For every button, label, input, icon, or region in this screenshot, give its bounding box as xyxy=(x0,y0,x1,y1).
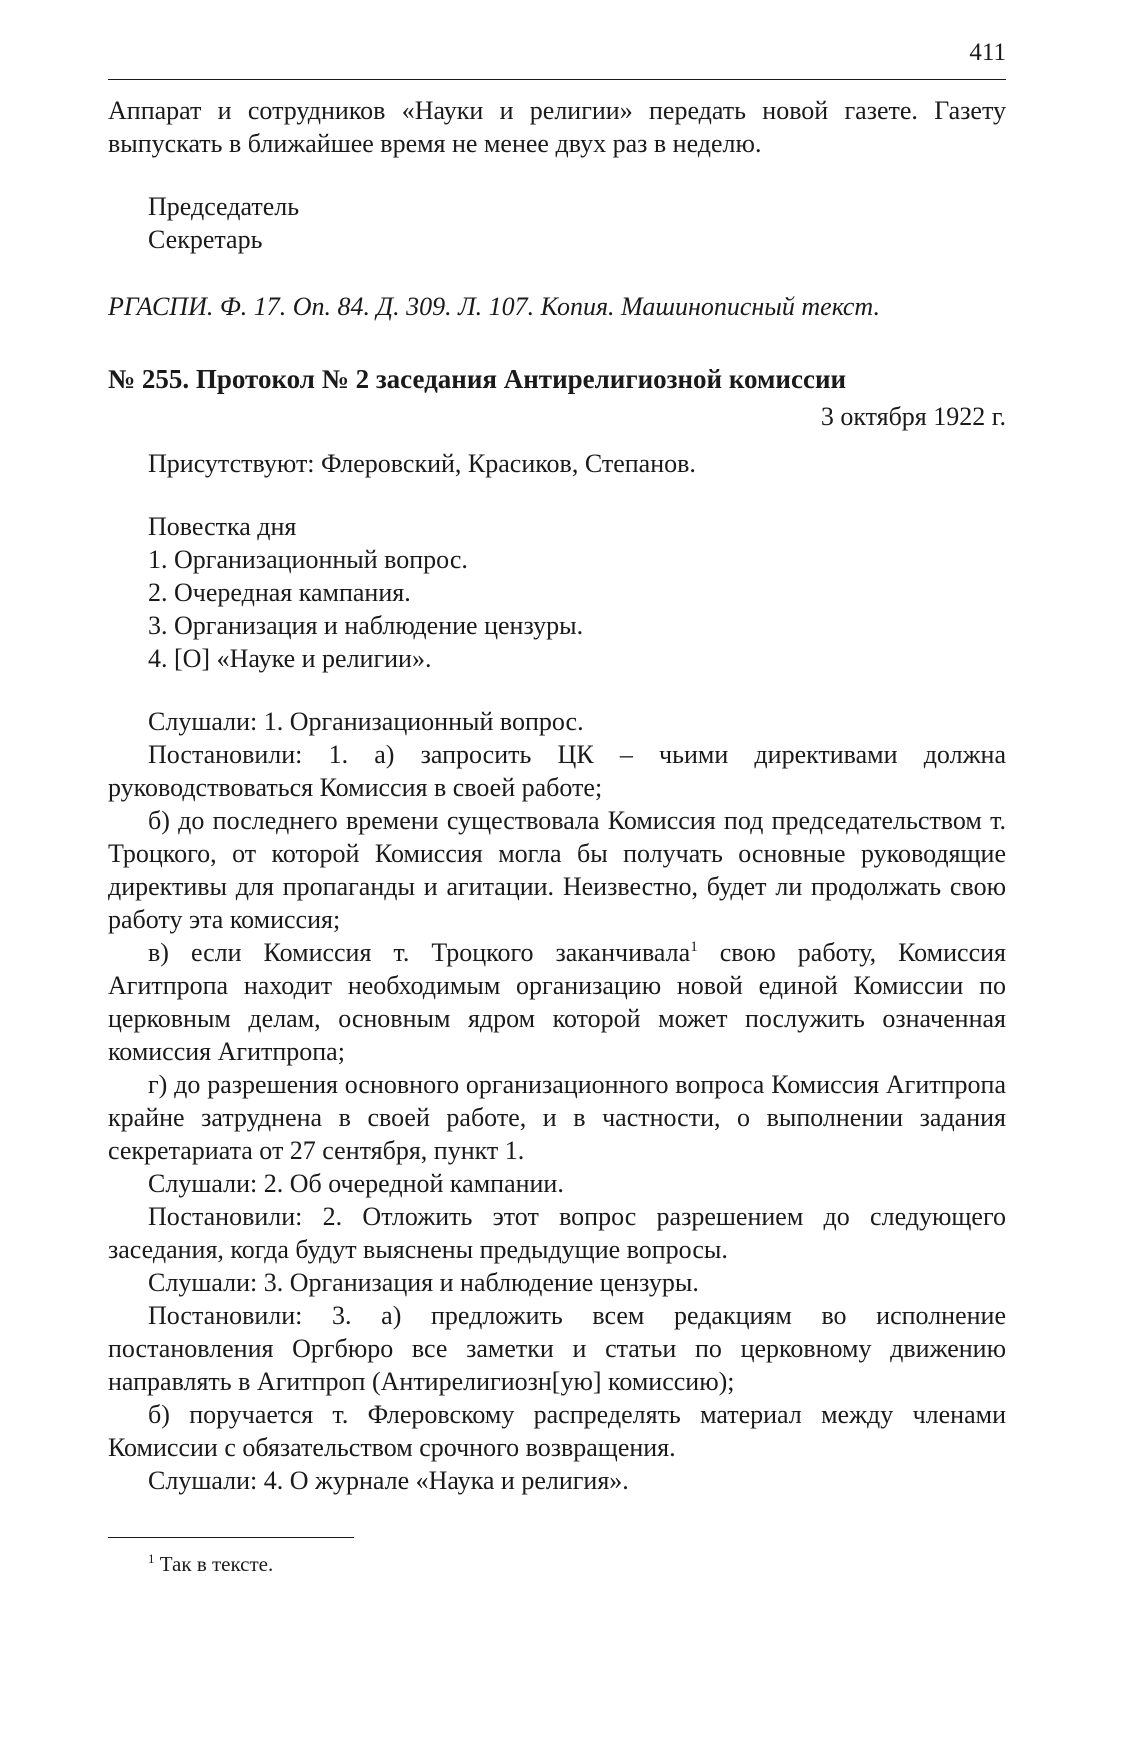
resolved-1g: г) до разрешения основного организационного вопроса Комиссия Агитпропа крайне затруднена в своей работе, и в частности, о выполнении задания секретариата от 27 сентября, пункт 1. xyxy=(108,1070,1006,1165)
page-number: 411 xyxy=(108,40,1006,80)
archive-reference: РГАСПИ. Ф. 17. Оп. 84. Д. 309. Л. 107. Копия. Машинописный текст. xyxy=(108,292,881,321)
resolved-1v-start: в) если Комиссия т. Троцкого заканчивала xyxy=(148,938,691,967)
document-date: 3 октября 1922 г. xyxy=(820,402,1006,431)
resolved-3a: Постановили: 3. а) предложить всем редакциям во исполнение постановления Оргбюро все заметки и статьи по церковному движению направлять в Агитпроп (Антирелигиозн[ую] комиссию); xyxy=(108,1301,1006,1396)
document-title: № 255. Протокол № 2 заседания Антирелигиозной комиссии xyxy=(108,364,847,394)
document-page xyxy=(108,40,1006,1578)
resolved-3b: б) поручается т. Флеровскому распределять материал между членами Комиссии с обязательством срочного возвращения. xyxy=(108,1400,1006,1462)
heard-1: Слушали: 1. Организационный вопрос. xyxy=(148,707,584,736)
agenda-item: 4. [О] «Науке и религии». xyxy=(148,644,432,673)
resolved-1a: Постановили: 1. а) запросить ЦК – чьими директивами должна руководствоваться Комиссия в своей работе; xyxy=(108,740,1006,802)
resolved-1v xyxy=(108,936,1006,1068)
heard-4: Слушали: 4. О журнале «Наука и религия». xyxy=(148,1466,629,1495)
resolved-1v-end: свою работу, Комиссия Агитпропа находит необходимым организацию новой единой Комиссии по церковным делам, основным ядром которой может послужить означенная комиссия Агитпропа; xyxy=(108,938,1006,1066)
agenda-heading: Повестка дня xyxy=(148,512,297,541)
heard-3: Слушали: 3. Организация и наблюдение цензуры. xyxy=(148,1268,699,1297)
signature-chairman: Председатель xyxy=(148,192,300,221)
resolved-2: Постановили: 2. Отложить этот вопрос разрешением до следующего заседания, когда будут выяснены предыдущие вопросы. xyxy=(108,1202,1006,1264)
agenda-item: 3. Организация и наблюдение цензуры. xyxy=(148,611,584,640)
footnote-divider xyxy=(108,1537,354,1538)
footnote xyxy=(108,1550,1006,1578)
footnote-marker: 1 xyxy=(148,1551,155,1566)
footnote-ref: 1 xyxy=(690,939,698,955)
heard-2: Слушали: 2. Об очередной кампании. xyxy=(148,1169,564,1198)
resolved-1b: б) до последнего времени существовала Комиссия под председательством т. Троцкого, от которой Комиссия могла бы получать основные руководящие директивы для пропаганды и агитации. Неизвестно, будет ли продолжать свою работу эта комиссия; xyxy=(108,806,1006,934)
present-list: Присутствуют: Флеровский, Красиков, Степанов. xyxy=(148,449,696,478)
agenda-item: 2. Очередная кампания. xyxy=(148,578,411,607)
agenda-item: 1. Организационный вопрос. xyxy=(148,545,468,574)
footnote-text: Так в тексте. xyxy=(154,1552,274,1576)
intro-paragraph: Аппарат и сотрудников «Науки и религии» передать новой газете. Газету выпускать в ближайшее время не менее двух раз в неделю. xyxy=(108,96,1006,158)
signature-secretary: Секретарь xyxy=(148,225,263,254)
